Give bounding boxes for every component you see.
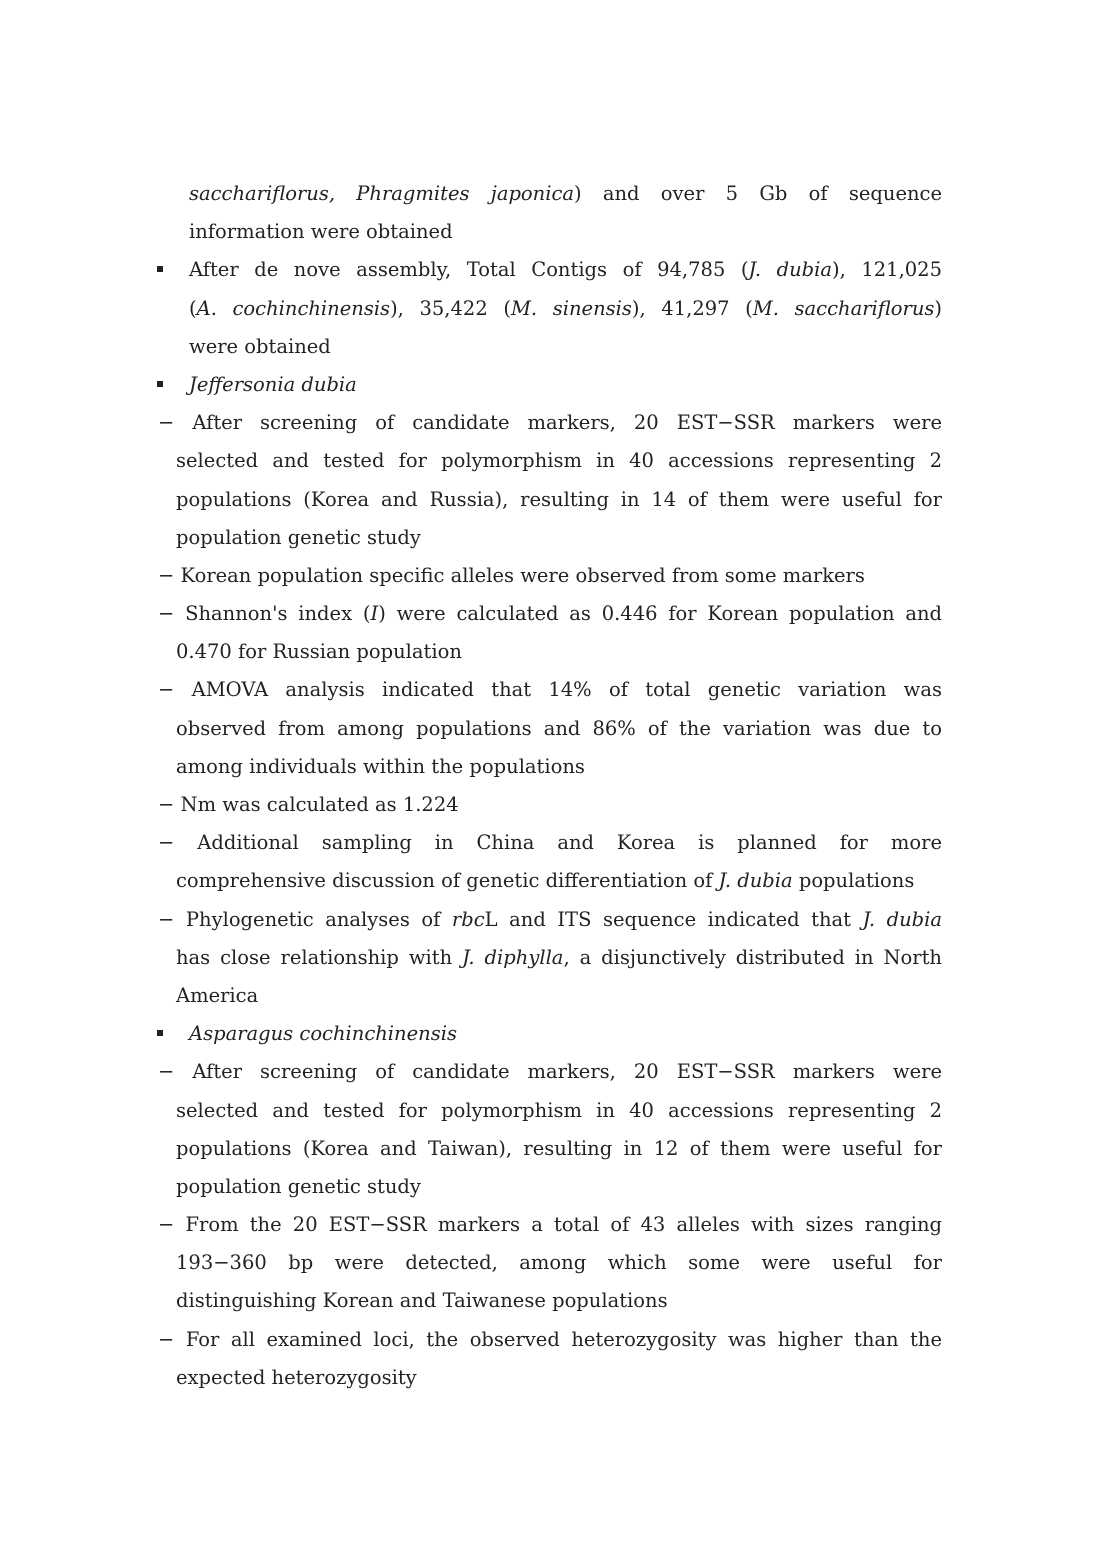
text-line: [0, 404, 942, 442]
text-segment: 193−360 bp were detected, among which some were useful for: [176, 1251, 942, 1275]
square-bullet-icon: [157, 1030, 163, 1036]
text-line: [0, 251, 942, 289]
italic-text-segment: M. sinensis: [510, 296, 632, 320]
text-line: [0, 1130, 942, 1168]
italic-text-segment: A. cochinchinensis: [196, 296, 391, 320]
text-segment: comprehensive discussion of genetic differentiation of: [176, 869, 719, 893]
text-line: [0, 1206, 942, 1244]
italic-text-segment: rbc: [451, 907, 485, 931]
text-segment: ) were calculated as 0.446 for Korean population and: [378, 602, 942, 626]
square-bullet-icon: [157, 266, 163, 272]
text-segment: ) and over 5 Gb of sequence: [574, 182, 942, 205]
text-line: [0, 481, 942, 519]
text-line: [0, 824, 942, 862]
text-line: [0, 557, 942, 595]
text-segment: ), 41,297 (: [631, 296, 753, 320]
text-segment: − For all examined loci, the observed heterozygosity was higher than the: [158, 1327, 942, 1351]
text-line: [0, 1282, 942, 1320]
text-line: [0, 710, 942, 748]
text-segment: expected heterozygosity: [176, 1365, 417, 1389]
text-line: [0, 1321, 942, 1359]
italic-text-segment: I: [370, 602, 379, 626]
text-line: [0, 175, 942, 213]
text-segment: America: [176, 983, 259, 1007]
text-segment: ): [934, 296, 943, 320]
text-line: [0, 1244, 942, 1282]
text-line: [0, 786, 942, 824]
text-segment: has close relationship with: [176, 945, 463, 969]
text-segment: population genetic study: [176, 1174, 421, 1198]
text-segment: ), 121,025: [831, 258, 942, 282]
text-line: [0, 671, 942, 709]
text-segment: − Phylogenetic analyses of: [158, 907, 452, 931]
text-segment: − After screening of candidate markers, 20 EST−SSR markers were: [158, 411, 942, 435]
italic-text-segment: J. dubia: [862, 907, 943, 931]
text-line: [0, 366, 942, 404]
text-segment: − Shannon's index (: [158, 602, 371, 626]
text-segment: distinguishing Korean and Taiwanese populations: [176, 1289, 668, 1313]
text-segment: populations (Korea and Taiwan), resulting in 12 of them were useful for: [176, 1136, 942, 1160]
text-line: [0, 1092, 942, 1130]
text-line: [0, 290, 942, 328]
text-line: [0, 939, 942, 977]
text-line: [0, 328, 942, 366]
text-line: [0, 213, 942, 251]
text-segment: populations (Korea and Russia), resulting in 14 of them were useful for: [176, 487, 942, 511]
text-segment: − Additional sampling in China and Korea is planned for more: [158, 831, 942, 855]
italic-text-segment: J. diphylla: [462, 945, 564, 969]
text-segment: among individuals within the populations: [176, 754, 585, 778]
text-segment: , a disjunctively distributed in North: [563, 945, 942, 969]
document-body: [0, 175, 1100, 1397]
text-segment: − After screening of candidate markers, 20 EST−SSR markers were: [158, 1060, 942, 1084]
square-bullet-icon: [157, 381, 163, 387]
text-segment: population genetic study: [176, 525, 421, 549]
italic-text-segment: M. sacchariflorus: [752, 296, 935, 320]
text-line: [0, 977, 942, 1015]
italic-text-segment: J. dubia: [748, 258, 832, 282]
text-segment: observed from among populations and 86% of the variation was due to: [176, 716, 942, 740]
text-segment: − Korean population specific alleles were observed from some markers: [158, 563, 865, 587]
text-line: [0, 1053, 942, 1091]
text-line: [0, 442, 942, 480]
text-segment: (: [189, 296, 197, 320]
text-segment: After de nove assembly, Total Contigs of 94,785 (: [189, 258, 749, 282]
italic-text-segment: Jeffersonia dubia: [189, 372, 357, 396]
text-line: [0, 1359, 942, 1397]
text-segment: 0.470 for Russian population: [176, 640, 462, 664]
text-line: [0, 1015, 942, 1053]
text-line: [0, 901, 942, 939]
text-segment: were obtained: [189, 334, 331, 358]
text-segment: − AMOVA analysis indicated that 14% of total genetic variation was: [158, 678, 942, 702]
text-line: [0, 633, 942, 671]
text-line: [0, 1168, 942, 1206]
text-line: [0, 862, 942, 900]
text-segment: populations: [792, 869, 915, 893]
italic-text-segment: sacchariflorus, Phragmites japonica: [189, 182, 575, 205]
italic-text-segment: Asparagus cochinchinensis: [189, 1022, 457, 1046]
text-segment: information were obtained: [189, 220, 453, 244]
text-segment: L and ITS sequence indicated that: [484, 907, 863, 931]
text-line: [0, 519, 942, 557]
text-segment: ), 35,422 (: [390, 296, 511, 320]
text-segment: − Nm was calculated as 1.224: [158, 793, 459, 816]
text-line: [0, 595, 942, 633]
italic-text-segment: J. dubia: [718, 869, 793, 893]
text-segment: selected and tested for polymorphism in 40 accessions representing 2: [176, 1098, 942, 1122]
text-segment: − From the 20 EST−SSR markers a total of 43 alleles with sizes ranging: [158, 1213, 942, 1237]
text-segment: selected and tested for polymorphism in 40 accessions representing 2: [176, 449, 942, 473]
text-line: [0, 748, 942, 786]
